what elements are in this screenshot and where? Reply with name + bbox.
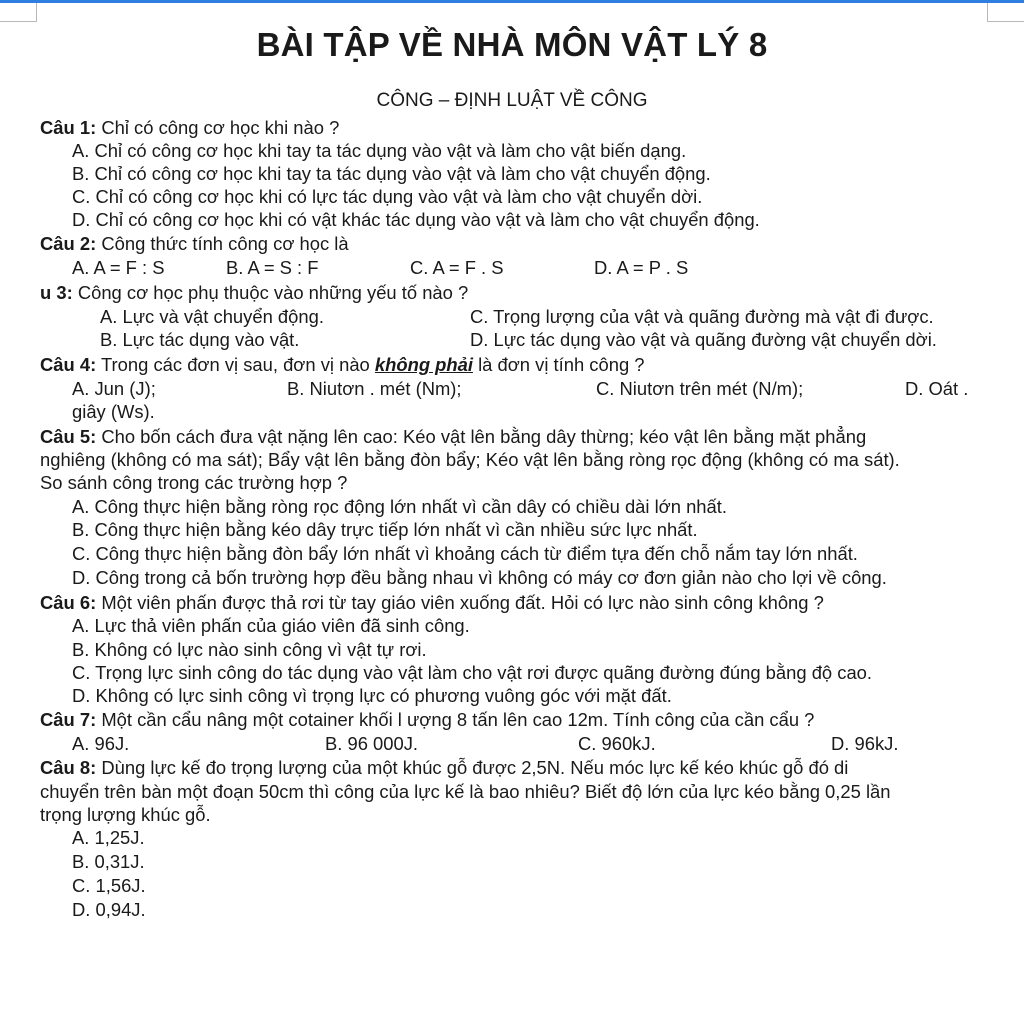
- q3-option-c: C. Trọng lượng của vật và quãng đường mà vật đi được.: [470, 306, 934, 327]
- question-label: u 3:: [40, 282, 73, 303]
- question-text: Công thức tính công cơ học là: [96, 233, 349, 254]
- question-label: Câu 8:: [40, 757, 97, 778]
- q8-option-a: A. 1,25J.: [72, 827, 145, 848]
- q7-option-d: D. 96kJ.: [831, 733, 899, 754]
- question-8-line-2: chuyển trên bàn một đoạn 50cm thì công của lực kế là bao nhiêu? Biết độ lớn của lực kéo bằng 0,25 lần: [40, 781, 891, 802]
- question-text: Dùng lực kế đo trọng lượng của một khúc gỗ được 2,5N. Nếu móc lực kế kéo khúc gỗ đó di: [96, 757, 849, 778]
- q4-option-d: D. Oát .: [905, 378, 969, 399]
- q1-option-c: C. Chỉ có công cơ học khi có lực tác dụng vào vật và làm cho vật chuyển dời.: [72, 186, 703, 207]
- question-4: [40, 354, 645, 376]
- q4-option-b: B. Niutơn . mét (Nm);: [287, 378, 462, 399]
- question-text: Chỉ có công cơ học khi nào ?: [96, 117, 340, 138]
- q2-option-d: D. A = P . S: [594, 257, 689, 278]
- q5-option-d: D. Công trong cả bốn trường hợp đều bằng nhau vì không có máy cơ đơn giản nào cho lợi về công.: [72, 567, 887, 588]
- question-label: Câu 4:: [40, 354, 97, 375]
- question-5-line-2: nghiêng (không có ma sát); Bẩy vật lên bằng đòn bẩy; Kéo vật lên bằng ròng rọc động (không có ma sát).: [40, 449, 900, 470]
- question-text: Một cần cẩu nâng một cotainer khối l ượng 8 tấn lên cao 12m. Tính công của cần cẩu ?: [96, 709, 815, 730]
- q6-option-d: D. Không có lực sinh công vì trọng lực có phương vuông góc với mặt đất.: [72, 685, 672, 706]
- q5-option-a: A. Công thực hiện bằng ròng rọc động lớn nhất vì cần dây có chiều dài lớn nhất.: [72, 496, 727, 517]
- question-label: Câu 2:: [40, 233, 97, 254]
- question-emphasis: không phải: [374, 354, 473, 375]
- question-label: Câu 6:: [40, 592, 97, 613]
- q7-option-b: B. 96 000J.: [325, 733, 419, 754]
- q2-option-a: A. A = F : S: [72, 257, 165, 278]
- q4-option-a: A. Jun (J);: [72, 378, 156, 399]
- question-5-line-3: So sánh công trong các trường hợp ?: [40, 472, 348, 493]
- q6-option-b: B. Không có lực nào sinh công vì vật tự rơi.: [72, 639, 427, 660]
- question-label: Câu 1:: [40, 117, 97, 138]
- question-7: [40, 709, 814, 731]
- q3-option-d: D. Lực tác dụng vào vật và quãng đường vật chuyển dời.: [470, 329, 937, 350]
- question-5: [40, 426, 866, 448]
- question-label: Câu 7:: [40, 709, 97, 730]
- q1-option-b: B. Chỉ có công cơ học khi tay ta tác dụng vào vật và làm cho vật chuyển động.: [72, 163, 711, 184]
- document-title: BÀI TẬP VỀ NHÀ MÔN VẬT LÝ 8: [256, 26, 768, 63]
- question-text: là đơn vị tính công ?: [472, 354, 645, 375]
- question-2: [40, 233, 349, 255]
- q6-option-c: C. Trọng lực sinh công do tác dụng vào vật làm cho vật rơi được quãng đường đúng bằng độ cao.: [72, 662, 873, 683]
- q4-option-c: C. Niutơn trên mét (N/m);: [596, 378, 804, 399]
- q8-option-d: D. 0,94J.: [72, 899, 146, 920]
- q5-option-b: B. Công thực hiện bằng kéo dây trực tiếp lớn nhất vì cần nhiều sức lực nhất.: [72, 519, 698, 540]
- question-6: [40, 592, 824, 614]
- q5-option-c: C. Công thực hiện bằng đòn bẩy lớn nhất vì khoảng cách từ điểm tựa đến chỗ nắm tay lớn nhất.: [72, 543, 858, 564]
- question-text: Một viên phấn được thả rơi từ tay giáo viên xuống đất. Hỏi có lực nào sinh công không ?: [96, 592, 824, 613]
- question-1: [40, 117, 339, 139]
- q2-option-c: C. A = F . S: [410, 257, 504, 278]
- q4-option-d-continuation: giây (Ws).: [72, 401, 155, 422]
- question-label: Câu 5:: [40, 426, 97, 447]
- question-text: Cho bốn cách đưa vật nặng lên cao: Kéo vật lên bằng dây thừng; kéo vật lên bằng mặt phẳng: [96, 426, 867, 447]
- q1-option-d: D. Chỉ có công cơ học khi có vật khác tác dụng vào vật và làm cho vật chuyển động.: [72, 209, 760, 230]
- q3-option-b: B. Lực tác dụng vào vật.: [100, 329, 300, 350]
- question-8: [40, 757, 848, 779]
- q8-option-c: C. 1,56J.: [72, 875, 146, 896]
- q7-option-a: A. 96J.: [72, 733, 130, 754]
- q3-option-a: A. Lực và vật chuyển động.: [100, 306, 324, 327]
- question-8-line-3: trọng lượng khúc gỗ.: [40, 804, 211, 825]
- q7-option-c: C. 960kJ.: [578, 733, 656, 754]
- question-text: Trong các đơn vị sau, đơn vị nào: [96, 354, 375, 375]
- question-text: Công cơ học phụ thuộc vào những yếu tố nào ?: [72, 282, 469, 303]
- q2-option-b: B. A = S : F: [226, 257, 319, 278]
- document-subtitle: CÔNG – ĐỊNH LUẬT VỀ CÔNG: [376, 90, 648, 111]
- q6-option-a: A. Lực thả viên phấn của giáo viên đã sinh công.: [72, 615, 470, 636]
- q1-option-a: A. Chỉ có công cơ học khi tay ta tác dụng vào vật và làm cho vật biến dạng.: [72, 140, 687, 161]
- q8-option-b: B. 0,31J.: [72, 851, 145, 872]
- question-3: [40, 282, 468, 304]
